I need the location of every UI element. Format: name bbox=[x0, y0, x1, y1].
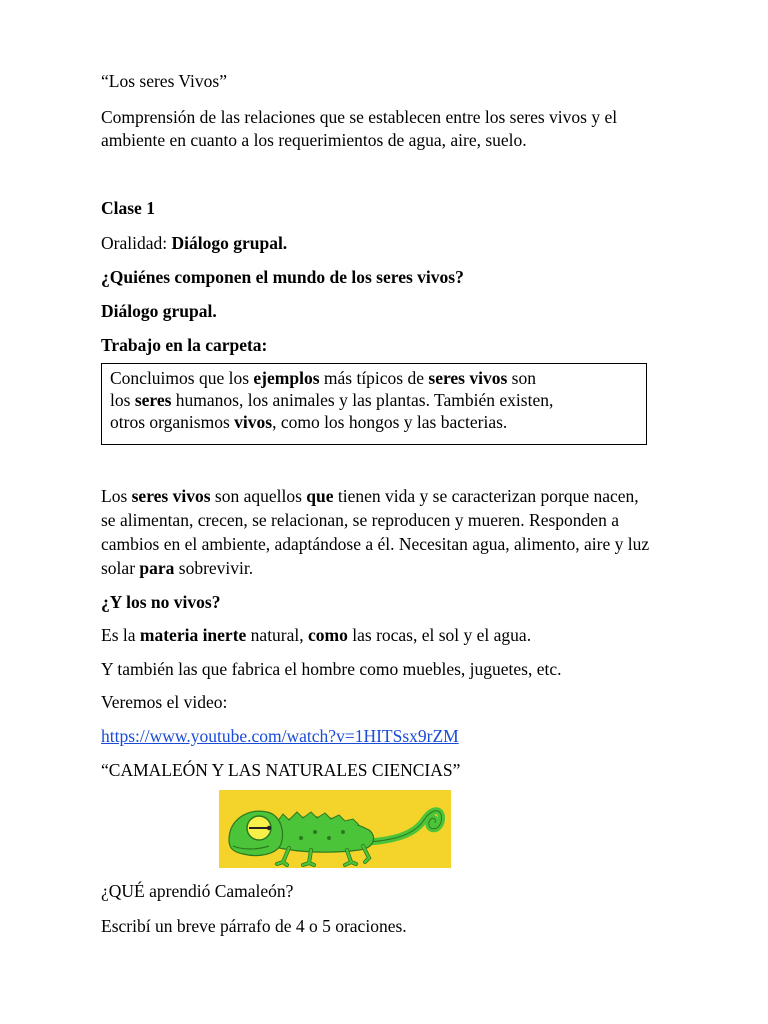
para-line-2: se alimentan, crecen, se relacionan, se reproducen y mueren. Responden a bbox=[101, 510, 619, 530]
video-title: “CAMALEÓN Y LAS NATURALES CIENCIAS” bbox=[101, 760, 461, 780]
para-line-3: cambios en el ambiente, adaptándose a él. Necesitan agua, alimento, aire y luz bbox=[101, 534, 650, 554]
question-2: ¿Y los no vivos? bbox=[101, 592, 221, 612]
hombre-line: Y también las que fabrica el hombre como muebles, juguetes, etc. bbox=[101, 659, 562, 679]
question-1: ¿Quiénes componen el mundo de los seres vivos? bbox=[101, 267, 464, 287]
para-line-4: solar para sobrevivir. bbox=[101, 558, 254, 578]
question-3: ¿QUÉ aprendió Camaleón? bbox=[101, 881, 294, 901]
chameleon-illustration-icon bbox=[219, 790, 451, 868]
oralidad-line: Oralidad: Diálogo grupal. bbox=[101, 233, 288, 253]
inerte-line: Es la materia inerte natural, como las rocas, el sol y el agua. bbox=[101, 625, 532, 645]
dialogo-line: Diálogo grupal. bbox=[101, 301, 217, 321]
chameleon-image bbox=[219, 790, 451, 868]
doc-title: “Los seres Vivos” bbox=[101, 71, 227, 91]
video-label: Veremos el video: bbox=[101, 692, 228, 712]
para-line-1: Los seres vivos son aquellos que tienen vida y se caracterizan porque nacen, bbox=[101, 486, 639, 506]
video-link-line bbox=[101, 725, 459, 747]
video-link[interactable]: https://www.youtube.com/watch?v=1HITSsx9rZM bbox=[101, 726, 459, 746]
intro-line-2: ambiente en cuanto a los requerimientos de agua, aire, suelo. bbox=[101, 130, 527, 150]
conclusion-box: Concluimos que los ejemplos más típicos de seres vivos son los seres humanos, los animales y las plantas. También existen, otros organismos vivos, como los hongos y las bacterias. bbox=[101, 363, 647, 445]
class-heading: Clase 1 bbox=[101, 198, 155, 218]
intro-line-1: Comprensión de las relaciones que se establecen entre los seres vivos y el bbox=[101, 107, 618, 127]
trabajo-line: Trabajo en la carpeta: bbox=[101, 335, 268, 355]
task-line: Escribí un breve párrafo de 4 o 5 oraciones. bbox=[101, 916, 407, 936]
